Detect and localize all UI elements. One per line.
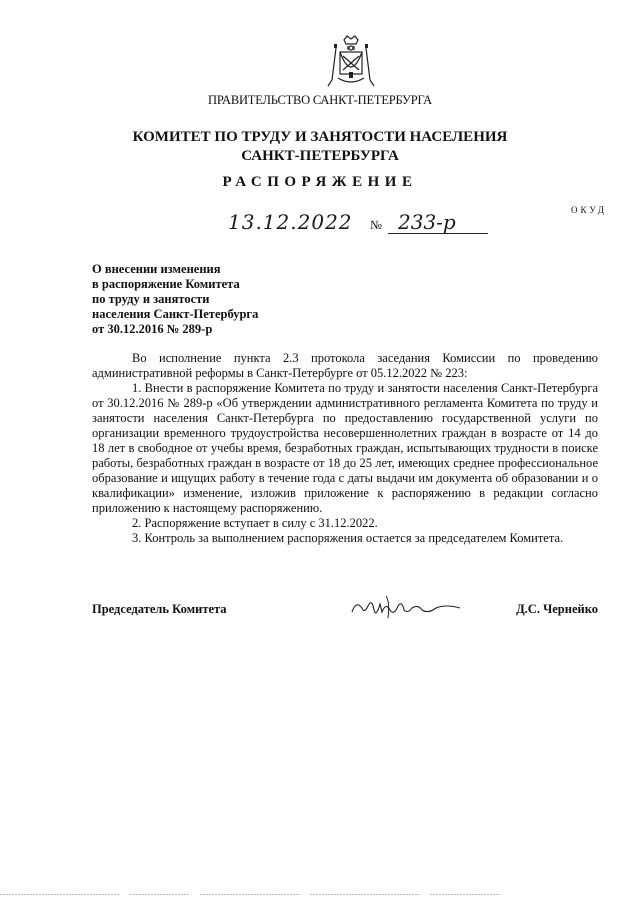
handwritten-number: 233-р [398, 210, 456, 234]
handwritten-date: 13.12.2022 [228, 210, 353, 234]
handwritten-signature [346, 590, 466, 624]
okud-label: ОКУД [571, 205, 607, 215]
signatory-name: Д.С. Чернейко [516, 602, 598, 616]
subject-line: населения Санкт-Петербурга [92, 307, 259, 321]
subject-line: в распоряжение Комитета [92, 277, 240, 291]
document-body [92, 351, 598, 546]
signatory-title: Председатель Комитета [92, 602, 227, 616]
footer-scan-line [0, 893, 640, 896]
preamble-paragraph: Во исполнение пункта 2.3 протокола заседания Комиссии по проведению административной реформы в Санкт-Петербурге от 05.12.2022 № 223: [92, 351, 598, 380]
st-petersburg-coat-of-arms-icon [326, 34, 376, 90]
government-name: ПРАВИТЕЛЬСТВО САНКТ-ПЕТЕРБУРГА [208, 93, 432, 107]
subject-line: О внесении изменения [92, 262, 221, 276]
number-sign: № [370, 218, 382, 232]
item-3-paragraph: 3. Контроль за выполнением распоряжения остается за председателем Комитета. [132, 531, 564, 545]
committee-name-line1: КОМИТЕТ ПО ТРУДУ И ЗАНЯТОСТИ НАСЕЛЕНИЯ [132, 129, 508, 145]
signature-block [92, 600, 598, 630]
committee-name [0, 128, 640, 166]
committee-name-line2: САНКТ-ПЕТЕРБУРГА [241, 148, 399, 164]
subject-line: от 30.12.2016 № 289-р [92, 322, 213, 336]
subject-line: по труду и занятости [92, 292, 210, 306]
item-1-paragraph: 1. Внести в распоряжение Комитета по труду и занятости населения Санкт-Петербурга от 30.12.2016 № 289-р «Об утверждении административного регламента Комитета по труду и занятости населения Санкт-Петербурга по предоставлению государственной услуги по организации временного трудоустройства несовершеннолетних граждан в возрасте от 14 до 18 лет в свободное от учебы время, безработных граждан, испытывающих трудности в поиске работы, безработных граждан в возрасте от 18 до 25 лет, имеющих среднее профессиональное образование и ищущих работу в течение года с даты выдачи им документа об образовании и о квалификации» изменение, изложив приложение к распоряжению в редакции согласно приложению к настоящему распоряжению. [92, 381, 598, 515]
document-subject [92, 262, 258, 337]
document-type-title: РАСПОРЯЖЕНИЕ [222, 174, 418, 190]
item-2-paragraph: 2. Распоряжение вступает в силу с 31.12.2022. [132, 516, 378, 530]
